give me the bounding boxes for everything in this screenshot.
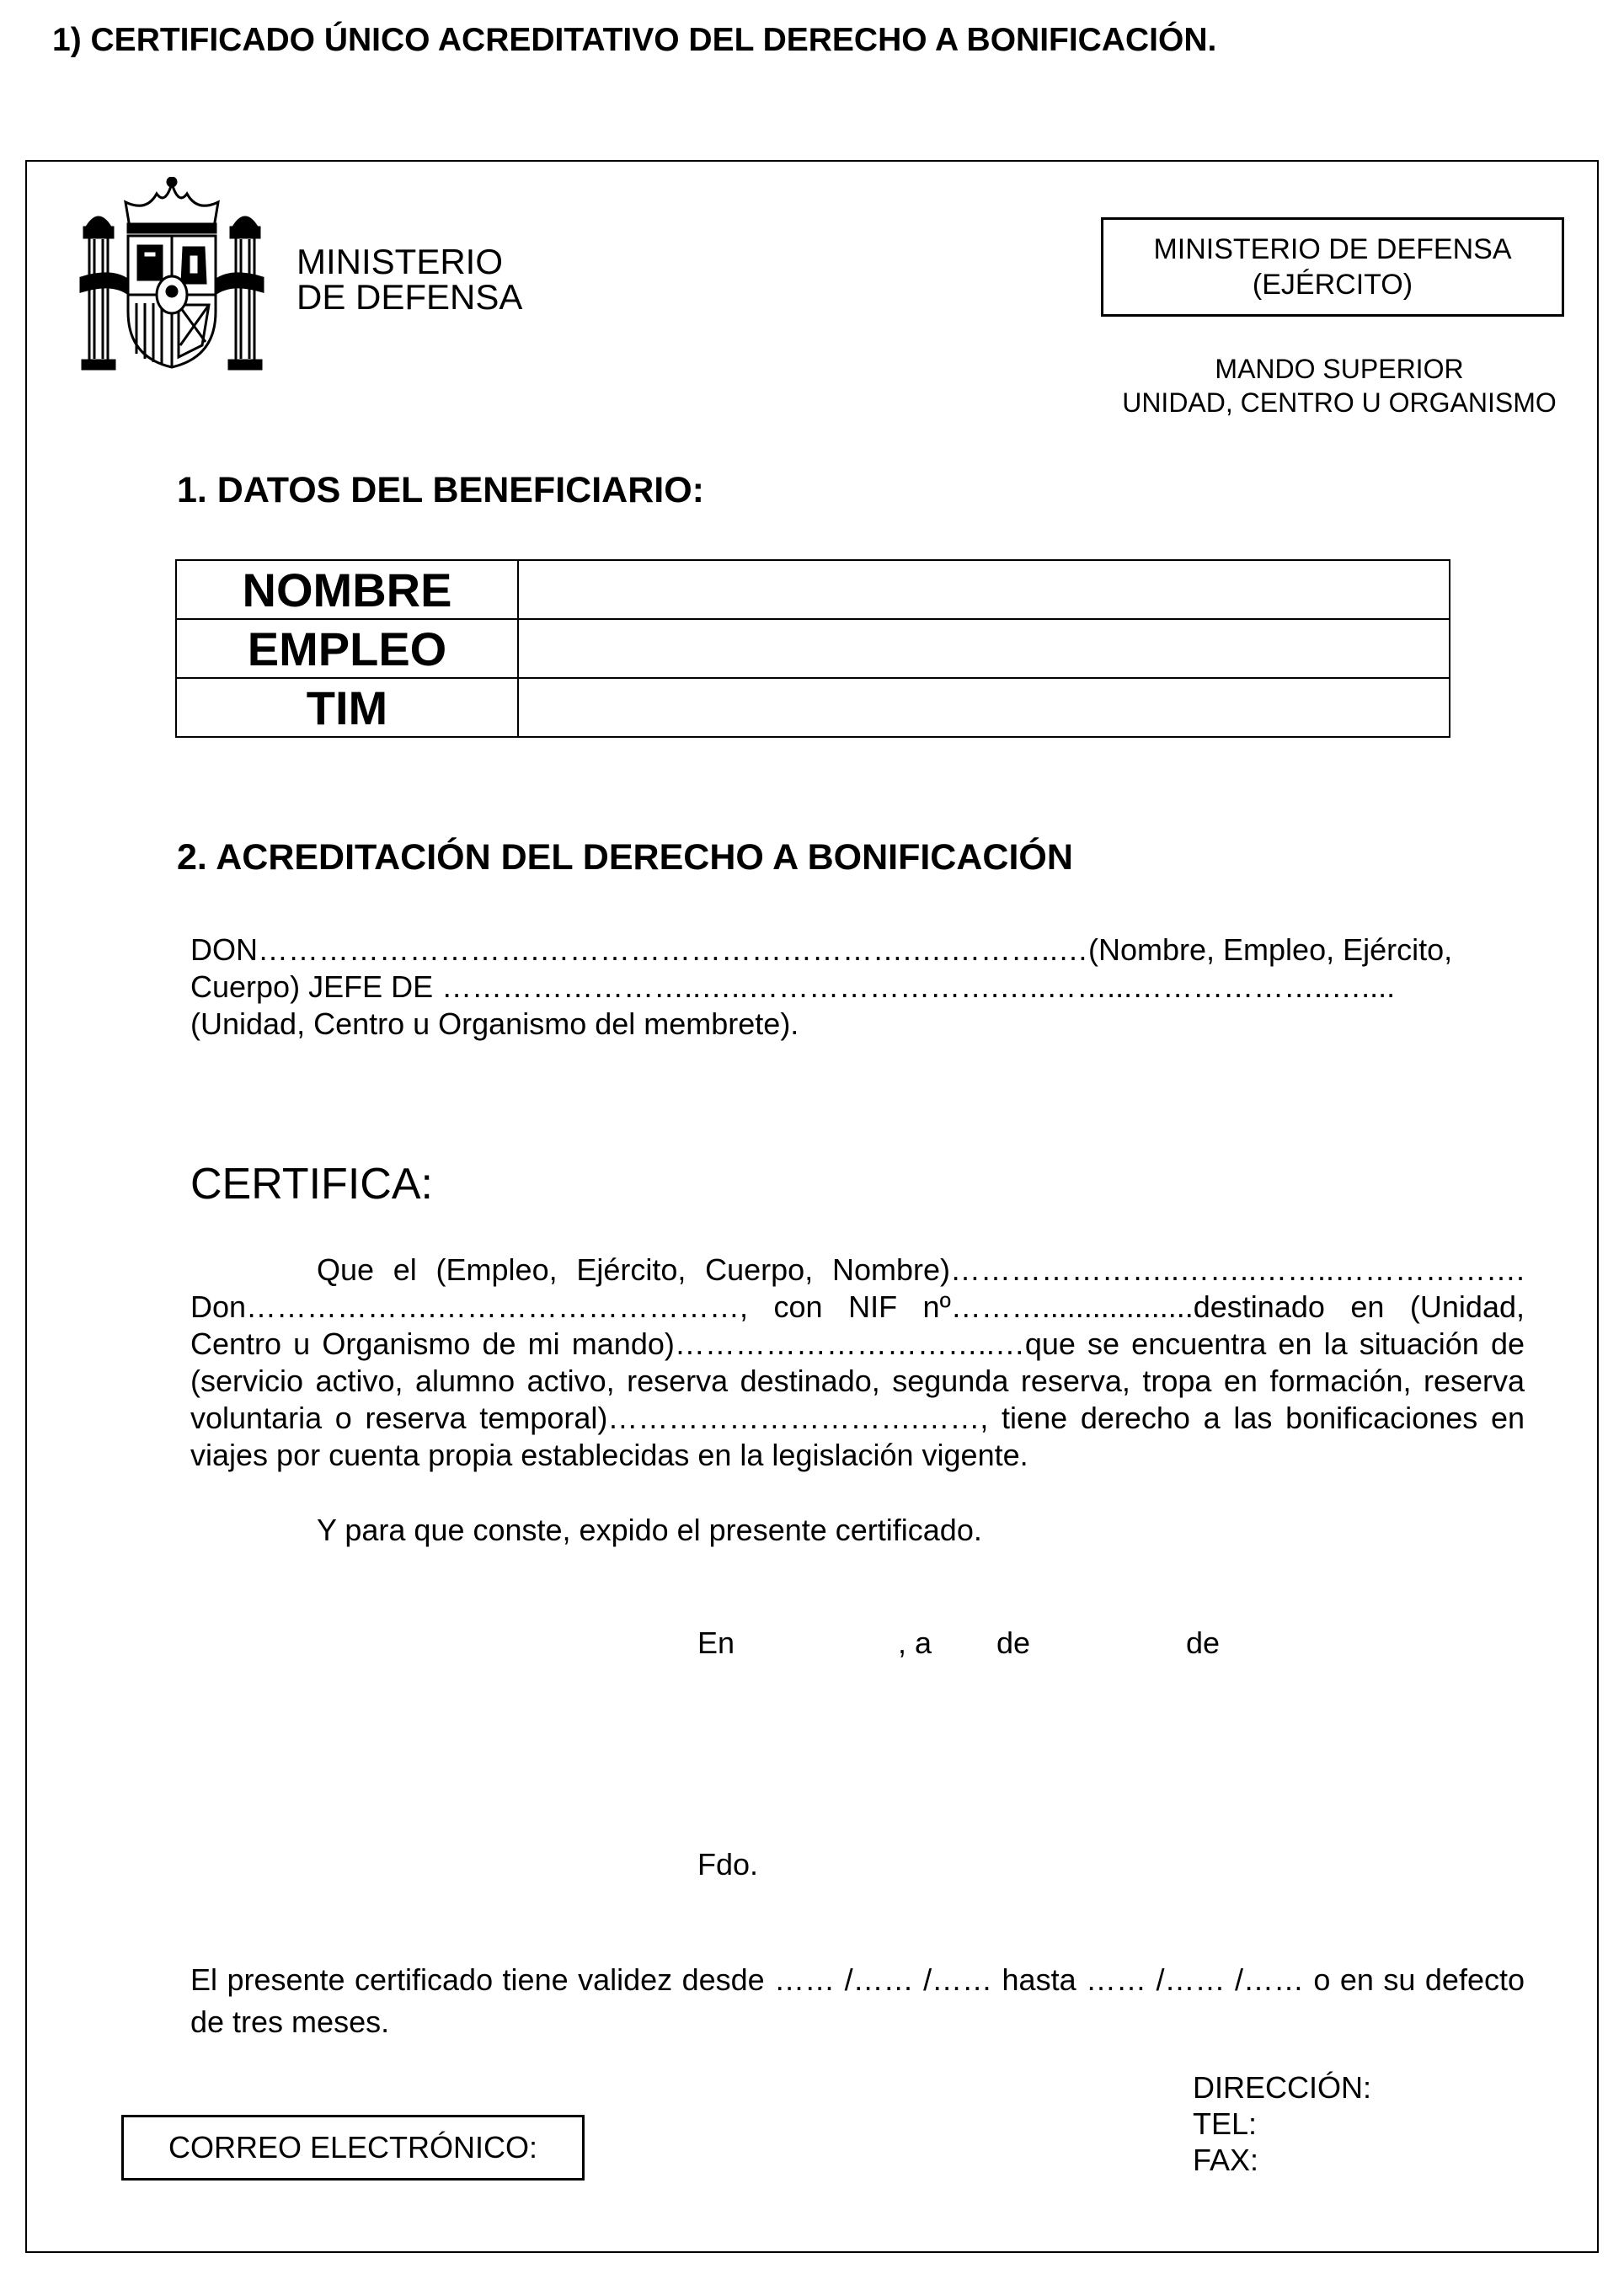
certification-paragraph (190, 1252, 1525, 1474)
section-1-title: 1. DATOS DEL BENEFICIARIO: (177, 470, 704, 510)
don-paragraph: DON……………………….……………………………….….………..…(Nombre, Empleo, Ejército, Cuerpo) JEFE DE ……………………..…..…………………….…..……...………………..…....(Unidad, Centro u Organismo del membrete). (190, 932, 1453, 1041)
address-label: DIRECCIÓN: (1193, 2070, 1372, 2105)
validity-paragraph: El presente certificado tiene validez desde …… /…… /…… hasta …… /…… /…… o en su defecto de tres meses. (190, 1962, 1525, 2039)
nombre-field[interactable] (518, 560, 1450, 619)
coat-of-arms-icon (79, 177, 264, 372)
date-a: , a (898, 1625, 932, 1660)
nombre-label: NOMBRE (176, 560, 518, 619)
issuer-line-2: (EJÉRCITO) (1252, 269, 1413, 301)
fax-label: FAX: (1193, 2143, 1259, 2177)
beneficiary-table (175, 559, 1450, 738)
command-info (1095, 352, 1584, 419)
date-de-1: de (996, 1625, 1031, 1660)
command-line-2: UNIDAD, CENTRO U ORGANISMO (1122, 387, 1557, 418)
date-de-2: de (1186, 1625, 1221, 1660)
email-box (121, 2115, 585, 2181)
email-label: CORREO ELECTRÓNICO: (168, 2130, 538, 2165)
section-2-title: 2. ACREDITACIÓN DEL DERECHO A BONIFICACIÓN (177, 837, 1073, 878)
page-title: 1) CERTIFICADO ÚNICO ACREDITATIVO DEL DERECHO A BONIFICACIÓN. (52, 22, 1217, 58)
date-en: En (697, 1625, 735, 1660)
empleo-field[interactable] (518, 619, 1450, 678)
certifica-heading: CERTIFICA: (190, 1160, 433, 1209)
ministry-line-1: MINISTERIO (296, 242, 504, 281)
contact-block (1193, 2069, 1371, 2178)
issuer-line-1: MINISTERIO DE DEFENSA (1153, 233, 1512, 265)
command-line-1: MANDO SUPERIOR (1215, 354, 1464, 384)
certification-text: Que el (Empleo, Ejército, Cuerpo, Nombre)…………………..……..……..………………. Don……………….…………………………, con NIF nº………..................destinado en (Unidad, Centro u Organismo de mi mando)…………………………..…que se encuentra en la situación de (servicio activo, alumno activo, reserva destinado, segunda reserva, tropa en formación, reserva voluntaria o reserva temporal)………………………….……, tiene derecho a las bonificaciones en viajes por cuenta propia establecidas en la legislación vigente. (190, 1252, 1525, 1472)
table-row (176, 560, 1450, 619)
closing-statement: Y para que conste, expido el presente certificado. (317, 1513, 982, 1547)
ministry-line-2: DE DEFENSA (296, 277, 523, 317)
issuer-box (1101, 217, 1564, 317)
signature-label: Fdo. (697, 1847, 759, 1882)
phone-label: TEL: (1193, 2106, 1258, 2141)
table-row (176, 619, 1450, 678)
tim-field[interactable] (518, 678, 1450, 737)
empleo-label: EMPLEO (176, 619, 518, 678)
ministry-name (296, 244, 522, 315)
tim-label: TIM (176, 678, 518, 737)
table-row (176, 678, 1450, 737)
